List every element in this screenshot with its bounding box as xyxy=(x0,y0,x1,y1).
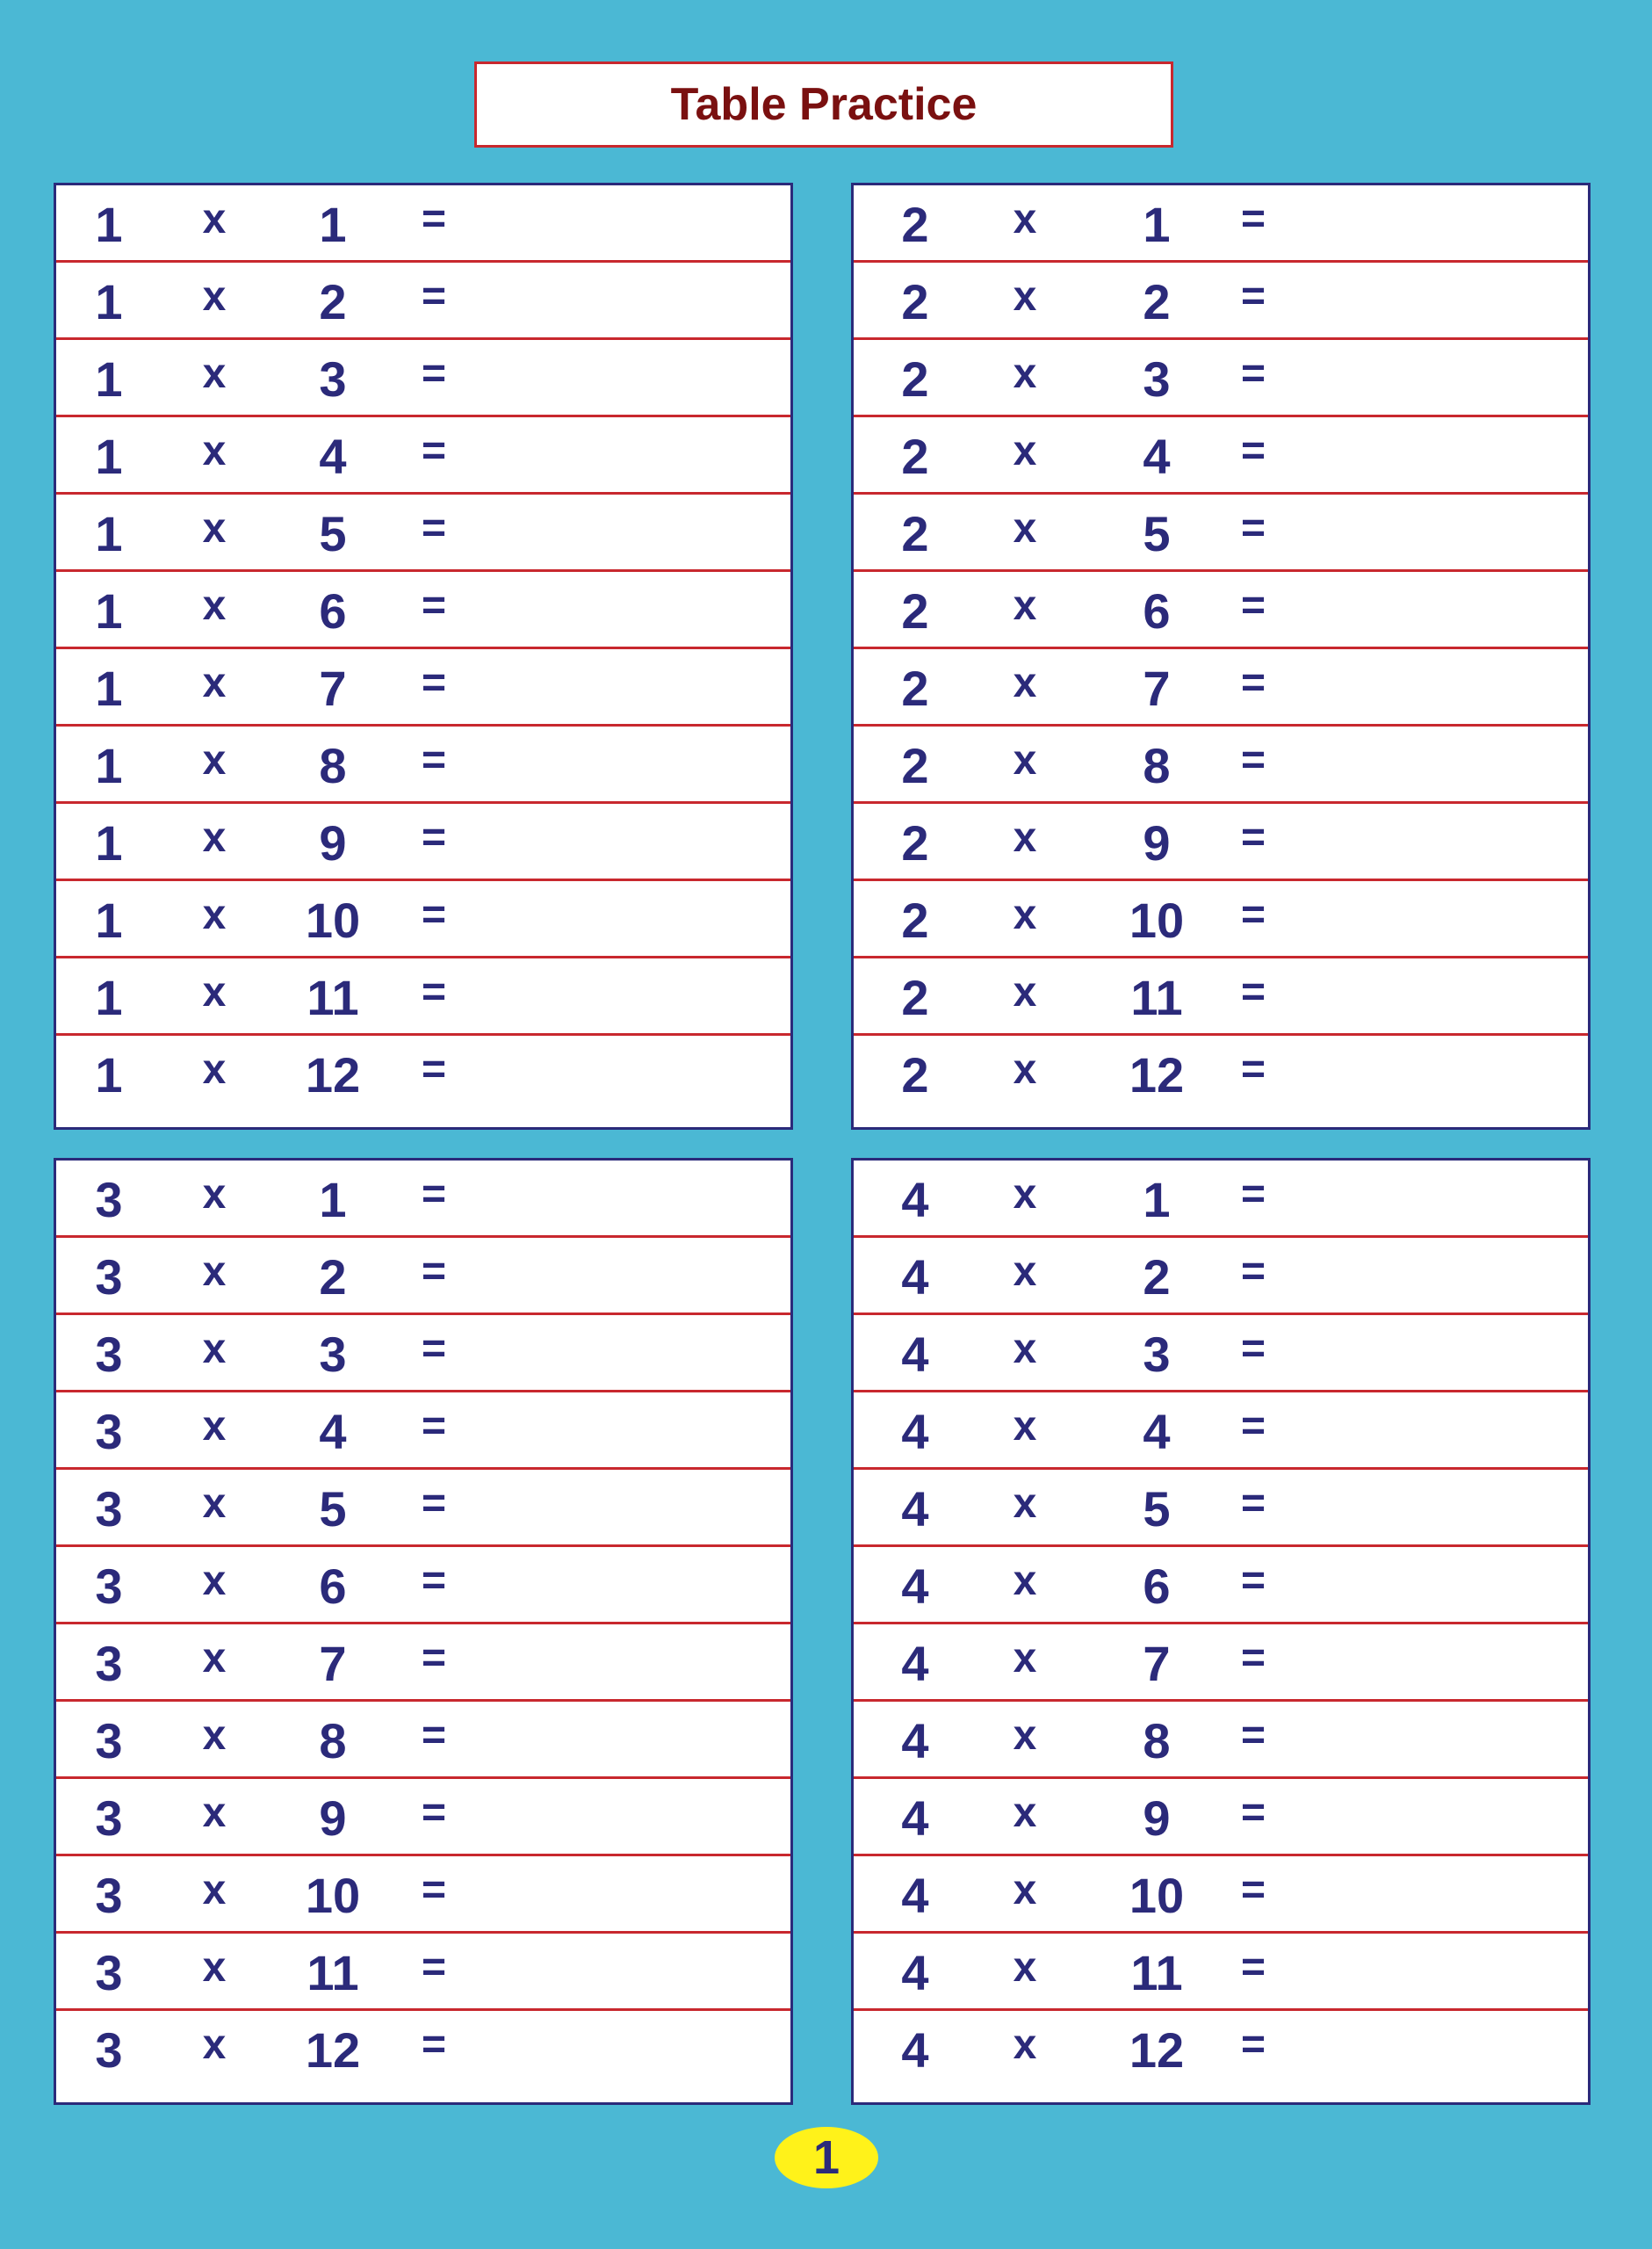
answer-space xyxy=(1297,1036,1561,1113)
multiplier-number: 12 xyxy=(1129,2021,1185,2078)
base-number: 2 xyxy=(901,737,929,793)
base-number: 1 xyxy=(95,428,123,484)
multiplier-number: 2 xyxy=(319,273,347,329)
times-sign: x xyxy=(1013,1479,1037,1527)
base-number: 4 xyxy=(901,1635,929,1691)
multiplier-number: 7 xyxy=(1143,660,1171,716)
answer-space xyxy=(478,340,741,417)
equals-sign: = xyxy=(421,1634,447,1681)
base-number: 3 xyxy=(95,1403,123,1459)
answer-space xyxy=(1297,185,1561,263)
answer-space xyxy=(1297,1392,1561,1470)
answer-space xyxy=(478,572,741,649)
table-row xyxy=(56,649,790,727)
base-number: 3 xyxy=(95,1944,123,2000)
equals-sign: = xyxy=(421,1943,447,1991)
times-sign: x xyxy=(1013,1325,1037,1372)
answer-space xyxy=(1297,417,1561,495)
table-row xyxy=(854,1161,1588,1238)
times-sign: x xyxy=(202,195,227,242)
times-sign: x xyxy=(202,1045,227,1093)
base-number: 4 xyxy=(901,1867,929,1923)
answer-space xyxy=(1297,340,1561,417)
times-sign: x xyxy=(1013,350,1037,397)
table-row xyxy=(854,1238,1588,1315)
base-number: 3 xyxy=(95,1635,123,1691)
times-sign: x xyxy=(202,1479,227,1527)
answer-space xyxy=(478,495,741,572)
multiplier-number: 6 xyxy=(1143,1558,1171,1614)
page-title: Table Practice xyxy=(670,79,977,130)
multiplier-number: 7 xyxy=(319,1635,347,1691)
base-number: 2 xyxy=(901,196,929,252)
answer-space xyxy=(478,1470,741,1547)
table-row xyxy=(56,263,790,340)
answer-space xyxy=(1297,881,1561,958)
equals-sign: = xyxy=(421,1789,447,1836)
base-number: 2 xyxy=(901,1046,929,1103)
table-row xyxy=(854,340,1588,417)
equals-sign: = xyxy=(421,350,447,397)
multiplier-number: 8 xyxy=(319,1712,347,1768)
multiplier-number: 2 xyxy=(1143,1248,1171,1305)
answer-space xyxy=(478,2011,741,2088)
answer-space xyxy=(1297,2011,1561,2088)
table-row xyxy=(854,804,1588,881)
table-panel-4 xyxy=(851,1158,1591,2105)
equals-sign: = xyxy=(1240,195,1266,242)
base-number: 4 xyxy=(901,1403,929,1459)
multiplier-number: 5 xyxy=(319,1480,347,1537)
equals-sign: = xyxy=(1240,272,1266,320)
table-row xyxy=(56,1547,790,1624)
table-row xyxy=(854,572,1588,649)
times-sign: x xyxy=(1013,891,1037,938)
base-number: 1 xyxy=(95,737,123,793)
base-number: 2 xyxy=(901,351,929,407)
base-number: 1 xyxy=(95,273,123,329)
equals-sign: = xyxy=(1240,1557,1266,1604)
multiplier-number: 10 xyxy=(305,1867,361,1923)
answer-space xyxy=(1297,1238,1561,1315)
equals-sign: = xyxy=(1240,814,1266,861)
answer-space xyxy=(478,1779,741,1856)
table-row xyxy=(56,804,790,881)
equals-sign: = xyxy=(421,968,447,1016)
table-row xyxy=(854,263,1588,340)
table-row xyxy=(56,1934,790,2011)
equals-sign: = xyxy=(1240,582,1266,629)
equals-sign: = xyxy=(421,1402,447,1450)
equals-sign: = xyxy=(1240,736,1266,784)
multiplier-number: 9 xyxy=(1143,1790,1171,1846)
multiplier-number: 12 xyxy=(1129,1046,1185,1103)
times-sign: x xyxy=(202,1402,227,1450)
multiplier-number: 6 xyxy=(1143,582,1171,639)
times-sign: x xyxy=(1013,814,1037,861)
equals-sign: = xyxy=(1240,891,1266,938)
equals-sign: = xyxy=(1240,1402,1266,1450)
answer-space xyxy=(478,263,741,340)
base-number: 2 xyxy=(901,505,929,561)
multiplier-number: 10 xyxy=(305,892,361,948)
answer-space xyxy=(478,1624,741,1702)
answer-space xyxy=(478,804,741,881)
base-number: 2 xyxy=(901,814,929,871)
table-panel-2 xyxy=(851,183,1591,1130)
times-sign: x xyxy=(202,350,227,397)
equals-sign: = xyxy=(1240,1479,1266,1527)
times-sign: x xyxy=(1013,1866,1037,1913)
base-number: 1 xyxy=(95,1046,123,1103)
table-row xyxy=(854,1315,1588,1392)
base-number: 2 xyxy=(901,892,929,948)
table-row xyxy=(854,1392,1588,1470)
equals-sign: = xyxy=(421,1866,447,1913)
times-sign: x xyxy=(1013,1557,1037,1604)
times-sign: x xyxy=(1013,1170,1037,1218)
equals-sign: = xyxy=(1240,659,1266,706)
multiplier-number: 3 xyxy=(1143,351,1171,407)
times-sign: x xyxy=(1013,1247,1037,1295)
title-box xyxy=(474,61,1173,148)
answer-space xyxy=(478,1315,741,1392)
multiplier-number: 12 xyxy=(305,1046,361,1103)
table-row xyxy=(854,495,1588,572)
table-row xyxy=(56,727,790,804)
base-number: 3 xyxy=(95,1248,123,1305)
equals-sign: = xyxy=(421,195,447,242)
multiplier-number: 10 xyxy=(1129,892,1185,948)
answer-space xyxy=(1297,1547,1561,1624)
multiplier-number: 9 xyxy=(319,814,347,871)
answer-space xyxy=(478,1238,741,1315)
equals-sign: = xyxy=(421,1247,447,1295)
table-row xyxy=(56,417,790,495)
times-sign: x xyxy=(1013,1711,1037,1759)
equals-sign: = xyxy=(421,1711,447,1759)
multiplier-number: 8 xyxy=(319,737,347,793)
multiplier-number: 2 xyxy=(1143,273,1171,329)
answer-space xyxy=(478,1547,741,1624)
times-sign: x xyxy=(202,891,227,938)
equals-sign: = xyxy=(421,504,447,552)
multiplier-number: 11 xyxy=(1130,1944,1183,2000)
table-row xyxy=(854,1036,1588,1113)
equals-sign: = xyxy=(421,1479,447,1527)
base-number: 2 xyxy=(901,582,929,639)
table-row xyxy=(854,1934,1588,2011)
equals-sign: = xyxy=(1240,427,1266,474)
table-row xyxy=(854,2011,1588,2088)
multiplier-number: 1 xyxy=(319,1171,347,1227)
times-sign: x xyxy=(1013,195,1037,242)
base-number: 1 xyxy=(95,892,123,948)
equals-sign: = xyxy=(421,1557,447,1604)
multiplier-number: 10 xyxy=(1129,1867,1185,1923)
base-number: 1 xyxy=(95,969,123,1025)
table-row xyxy=(56,1470,790,1547)
answer-space xyxy=(1297,1624,1561,1702)
page-number: 1 xyxy=(812,2131,840,2184)
answer-space xyxy=(478,727,741,804)
multiplier-number: 7 xyxy=(319,660,347,716)
table-panel-1 xyxy=(54,183,793,1130)
multiplier-number: 8 xyxy=(1143,1712,1171,1768)
answer-space xyxy=(1297,1702,1561,1779)
answer-space xyxy=(1297,804,1561,881)
base-number: 1 xyxy=(95,660,123,716)
multiplier-number: 4 xyxy=(1143,1403,1171,1459)
answer-space xyxy=(1297,649,1561,727)
base-number: 2 xyxy=(901,969,929,1025)
base-number: 4 xyxy=(901,1480,929,1537)
answer-space xyxy=(1297,572,1561,649)
multiplier-number: 11 xyxy=(1130,969,1183,1025)
times-sign: x xyxy=(202,814,227,861)
answer-space xyxy=(1297,1315,1561,1392)
equals-sign: = xyxy=(421,1045,447,1093)
table-row xyxy=(56,2011,790,2088)
times-sign: x xyxy=(202,968,227,1016)
equals-sign: = xyxy=(1240,1711,1266,1759)
multiplier-number: 6 xyxy=(319,1558,347,1614)
base-number: 4 xyxy=(901,1944,929,2000)
multiplier-number: 5 xyxy=(319,505,347,561)
table-row xyxy=(56,185,790,263)
base-number: 4 xyxy=(901,1171,929,1227)
table-row xyxy=(56,572,790,649)
multiplier-number: 11 xyxy=(307,969,359,1025)
multiplier-number: 9 xyxy=(319,1790,347,1846)
base-number: 1 xyxy=(95,814,123,871)
times-sign: x xyxy=(202,736,227,784)
answer-space xyxy=(478,1934,741,2011)
table-panel-3 xyxy=(54,1158,793,2105)
multiplier-number: 3 xyxy=(1143,1326,1171,1382)
equals-sign: = xyxy=(1240,1943,1266,1991)
answer-space xyxy=(478,649,741,727)
times-sign: x xyxy=(1013,968,1037,1016)
table-row xyxy=(854,1624,1588,1702)
equals-sign: = xyxy=(1240,1170,1266,1218)
times-sign: x xyxy=(1013,582,1037,629)
answer-space xyxy=(1297,1856,1561,1934)
times-sign: x xyxy=(202,272,227,320)
answer-space xyxy=(478,1856,741,1934)
equals-sign: = xyxy=(421,891,447,938)
multiplier-number: 5 xyxy=(1143,505,1171,561)
base-number: 1 xyxy=(95,505,123,561)
multiplier-number: 1 xyxy=(319,196,347,252)
times-sign: x xyxy=(202,1247,227,1295)
table-row xyxy=(854,881,1588,958)
table-row xyxy=(854,1702,1588,1779)
answer-space xyxy=(1297,1161,1561,1238)
times-sign: x xyxy=(202,1866,227,1913)
times-sign: x xyxy=(202,1557,227,1604)
equals-sign: = xyxy=(1240,1247,1266,1295)
equals-sign: = xyxy=(1240,1634,1266,1681)
answer-space xyxy=(478,1036,741,1113)
base-number: 3 xyxy=(95,1480,123,1537)
base-number: 4 xyxy=(901,1790,929,1846)
base-number: 1 xyxy=(95,582,123,639)
table-row xyxy=(56,1702,790,1779)
answer-space xyxy=(478,185,741,263)
equals-sign: = xyxy=(1240,504,1266,552)
equals-sign: = xyxy=(1240,2021,1266,2068)
base-number: 3 xyxy=(95,1790,123,1846)
answer-space xyxy=(478,1161,741,1238)
table-row xyxy=(56,1779,790,1856)
table-row xyxy=(854,727,1588,804)
table-row xyxy=(56,1315,790,1392)
table-row xyxy=(854,1547,1588,1624)
multiplier-number: 1 xyxy=(1143,1171,1171,1227)
base-number: 2 xyxy=(901,273,929,329)
base-number: 3 xyxy=(95,1171,123,1227)
equals-sign: = xyxy=(421,814,447,861)
times-sign: x xyxy=(202,1634,227,1681)
table-row xyxy=(56,1392,790,1470)
multiplier-number: 4 xyxy=(1143,428,1171,484)
answer-space xyxy=(478,881,741,958)
times-sign: x xyxy=(202,2021,227,2068)
times-sign: x xyxy=(1013,736,1037,784)
answer-space xyxy=(1297,1470,1561,1547)
times-sign: x xyxy=(1013,427,1037,474)
multiplier-number: 3 xyxy=(319,1326,347,1382)
base-number: 4 xyxy=(901,1326,929,1382)
times-sign: x xyxy=(1013,659,1037,706)
multiplier-number: 8 xyxy=(1143,737,1171,793)
times-sign: x xyxy=(202,427,227,474)
answer-space xyxy=(478,417,741,495)
multiplier-number: 3 xyxy=(319,351,347,407)
table-row xyxy=(56,1036,790,1113)
table-row xyxy=(854,958,1588,1036)
answer-space xyxy=(478,1702,741,1779)
base-number: 1 xyxy=(95,351,123,407)
multiplier-number: 12 xyxy=(305,2021,361,2078)
table-row xyxy=(56,1161,790,1238)
equals-sign: = xyxy=(421,659,447,706)
multiplier-number: 4 xyxy=(319,1403,347,1459)
table-row xyxy=(854,1470,1588,1547)
equals-sign: = xyxy=(421,1325,447,1372)
answer-space xyxy=(1297,263,1561,340)
times-sign: x xyxy=(202,1170,227,1218)
answer-space xyxy=(478,1392,741,1470)
table-row xyxy=(854,417,1588,495)
base-number: 4 xyxy=(901,2021,929,2078)
base-number: 2 xyxy=(901,428,929,484)
multiplier-number: 11 xyxy=(307,1944,359,2000)
times-sign: x xyxy=(1013,1789,1037,1836)
table-row xyxy=(854,1856,1588,1934)
base-number: 1 xyxy=(95,196,123,252)
times-sign: x xyxy=(1013,504,1037,552)
times-sign: x xyxy=(202,504,227,552)
multiplier-number: 6 xyxy=(319,582,347,639)
answer-space xyxy=(1297,1934,1561,2011)
equals-sign: = xyxy=(421,272,447,320)
multiplier-number: 2 xyxy=(319,1248,347,1305)
base-number: 2 xyxy=(901,660,929,716)
equals-sign: = xyxy=(421,736,447,784)
answer-space xyxy=(1297,495,1561,572)
times-sign: x xyxy=(1013,2021,1037,2068)
table-row xyxy=(854,649,1588,727)
times-sign: x xyxy=(1013,1634,1037,1681)
answer-space xyxy=(478,958,741,1036)
answer-space xyxy=(1297,727,1561,804)
equals-sign: = xyxy=(1240,968,1266,1016)
base-number: 3 xyxy=(95,1326,123,1382)
times-sign: x xyxy=(1013,1943,1037,1991)
multiplier-number: 1 xyxy=(1143,196,1171,252)
answer-space xyxy=(1297,1779,1561,1856)
table-row xyxy=(854,185,1588,263)
equals-sign: = xyxy=(421,2021,447,2068)
times-sign: x xyxy=(202,1943,227,1991)
table-row xyxy=(56,495,790,572)
multiplier-number: 7 xyxy=(1143,1635,1171,1691)
answer-space xyxy=(1297,958,1561,1036)
equals-sign: = xyxy=(1240,1866,1266,1913)
table-row xyxy=(56,1238,790,1315)
base-number: 4 xyxy=(901,1712,929,1768)
times-sign: x xyxy=(202,1711,227,1759)
base-number: 3 xyxy=(95,1867,123,1923)
table-row xyxy=(56,1624,790,1702)
base-number: 4 xyxy=(901,1558,929,1614)
times-sign: x xyxy=(1013,1402,1037,1450)
table-row xyxy=(56,1856,790,1934)
base-number: 4 xyxy=(901,1248,929,1305)
equals-sign: = xyxy=(1240,1325,1266,1372)
times-sign: x xyxy=(202,1789,227,1836)
times-sign: x xyxy=(202,1325,227,1372)
table-row xyxy=(56,881,790,958)
page-number-badge xyxy=(775,2127,878,2188)
equals-sign: = xyxy=(1240,350,1266,397)
table-row xyxy=(56,340,790,417)
equals-sign: = xyxy=(421,427,447,474)
times-sign: x xyxy=(1013,272,1037,320)
multiplier-number: 9 xyxy=(1143,814,1171,871)
times-sign: x xyxy=(202,582,227,629)
base-number: 3 xyxy=(95,2021,123,2078)
times-sign: x xyxy=(202,659,227,706)
equals-sign: = xyxy=(1240,1789,1266,1836)
equals-sign: = xyxy=(1240,1045,1266,1093)
multiplier-number: 4 xyxy=(319,428,347,484)
base-number: 3 xyxy=(95,1558,123,1614)
multiplier-number: 5 xyxy=(1143,1480,1171,1537)
times-sign: x xyxy=(1013,1045,1037,1093)
base-number: 3 xyxy=(95,1712,123,1768)
equals-sign: = xyxy=(421,582,447,629)
table-row xyxy=(854,1779,1588,1856)
equals-sign: = xyxy=(421,1170,447,1218)
table-row xyxy=(56,958,790,1036)
